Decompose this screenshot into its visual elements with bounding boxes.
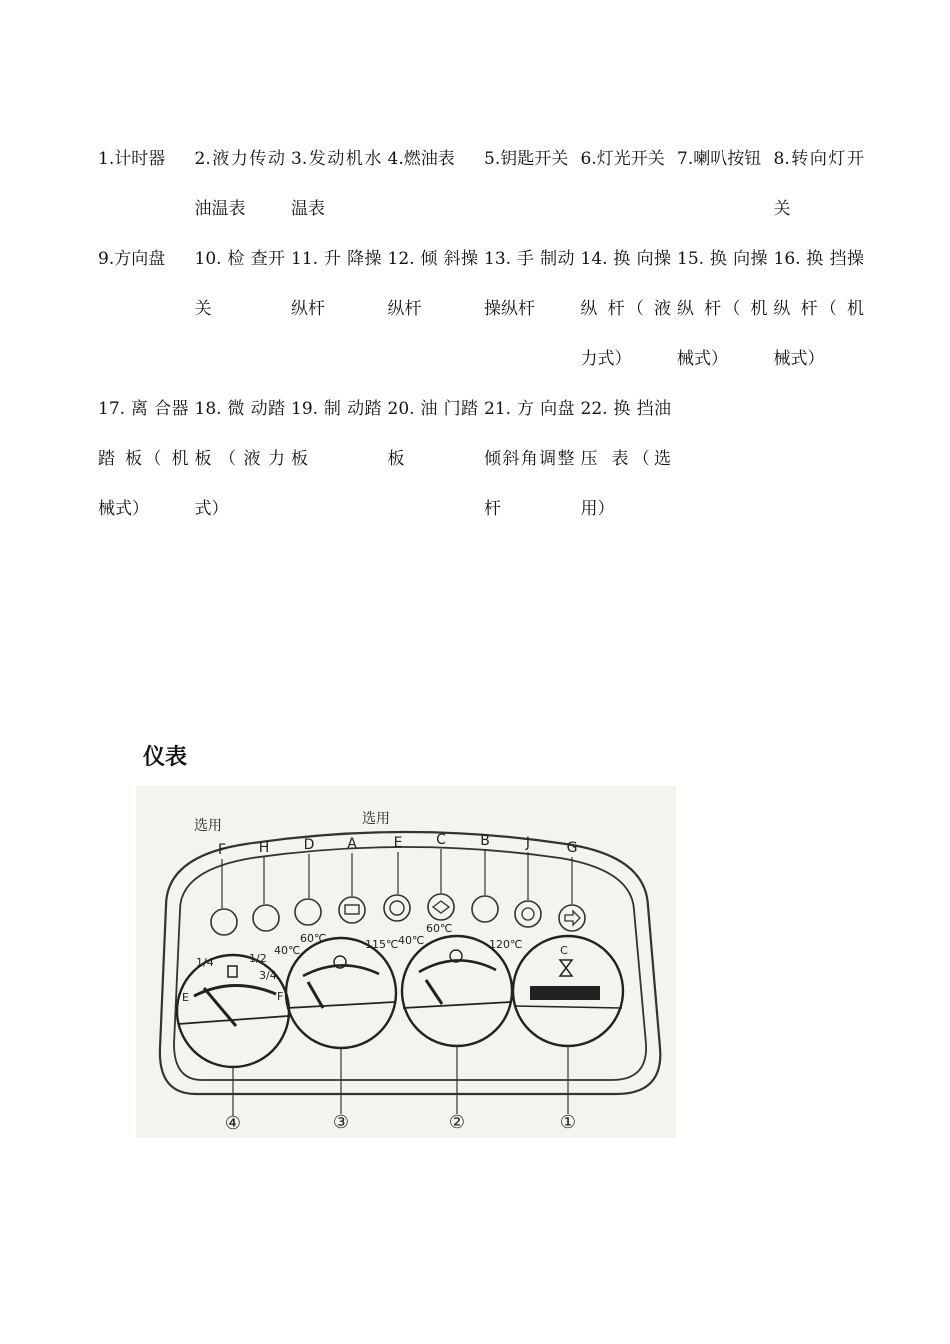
fuel-pump-icon bbox=[228, 966, 237, 977]
oil-temp-label: 120℃ bbox=[489, 938, 523, 951]
legend-item: 16. 换 挡操 纵 杆（ 机 械式） bbox=[773, 249, 864, 369]
fuel-gauge bbox=[177, 952, 289, 1134]
callout-number: ③ bbox=[332, 1112, 350, 1133]
indicator-letter: B bbox=[480, 833, 490, 849]
legend-item: 14. 换 向操 纵 杆（ 液 力式） bbox=[580, 249, 671, 369]
indicator-letter: G bbox=[566, 840, 578, 856]
oil-temperature-gauge bbox=[398, 922, 522, 1133]
legend-item: 3.发动机水温表 bbox=[291, 149, 382, 219]
oil-can-indicator-icon bbox=[472, 896, 498, 922]
filter-indicator-icon bbox=[515, 901, 541, 927]
indicator-letter: F bbox=[217, 842, 227, 858]
oil-temp-label: 60℃ bbox=[426, 922, 453, 935]
battery-indicator-icon bbox=[339, 897, 365, 923]
callout-number: ① bbox=[559, 1112, 577, 1133]
preheat-indicator-icon bbox=[295, 899, 321, 925]
legend-item: 15. 换 向操 纵 杆（ 机 械式） bbox=[677, 249, 768, 369]
optional-label-left: 选用 bbox=[194, 818, 222, 834]
oil-temp-label: 40℃ bbox=[398, 934, 425, 947]
legend-item: 8.转向灯开关 bbox=[773, 149, 864, 219]
water-temp-label: 115℃ bbox=[365, 938, 399, 951]
legend-item: 12. 倾 斜操纵杆 bbox=[387, 249, 478, 319]
legend-item: 18. 微 动踏板（液力式） bbox=[194, 399, 285, 519]
indicator-row bbox=[211, 832, 585, 935]
water-temperature-gauge bbox=[274, 932, 398, 1133]
legend-item: 11. 升 降操纵杆 bbox=[291, 249, 382, 319]
legend-item: 5.钥匙开关 bbox=[484, 149, 569, 169]
callout-number: ② bbox=[448, 1112, 466, 1133]
indicator-lamp-icon bbox=[211, 909, 237, 935]
legend-item: 22. 换 挡油 压 表（选用） bbox=[580, 399, 671, 519]
hour-meter-label: C bbox=[560, 944, 568, 957]
indicator-letter: D bbox=[303, 837, 315, 853]
indicator-lamp-icon bbox=[253, 905, 279, 931]
legend-item: 19. 制 动踏板 bbox=[291, 399, 382, 469]
fuel-gauge-label: 1/2 bbox=[249, 952, 267, 965]
indicator-letter: C bbox=[436, 832, 446, 848]
component-legend bbox=[98, 134, 868, 534]
legend-item: 10. 检 查开关 bbox=[194, 249, 285, 319]
optional-label-top: 选用 bbox=[362, 811, 390, 827]
water-temp-label: 60℃ bbox=[300, 932, 327, 945]
fuel-gauge-label: 3/4 bbox=[259, 969, 277, 982]
instrument-panel-figure bbox=[136, 786, 676, 1138]
hourglass-icon bbox=[560, 960, 572, 976]
legend-item: 7.喇叭按钮 bbox=[677, 149, 762, 169]
fuel-gauge-label: E bbox=[182, 991, 189, 1004]
legend-item: 9.方向盘 bbox=[98, 249, 166, 269]
indicator-letter: J bbox=[525, 835, 531, 851]
fuel-gauge-label: F bbox=[277, 990, 284, 1003]
indicator-letter: A bbox=[347, 836, 357, 852]
legend-item: 21. 方 向盘倾斜角调整杆 bbox=[484, 399, 575, 519]
brake-indicator-icon bbox=[384, 895, 410, 921]
section-title: 仪表 bbox=[143, 745, 188, 770]
hour-counter-display bbox=[530, 986, 600, 1000]
instrument-panel-diagram bbox=[136, 786, 676, 1138]
turn-signal-indicator-icon bbox=[559, 905, 585, 931]
indicator-letter: E bbox=[393, 835, 403, 851]
legend-item: 2.液力传动油温表 bbox=[194, 149, 285, 219]
oil-pressure-indicator-icon bbox=[428, 894, 454, 920]
legend-item: 20. 油 门踏板 bbox=[387, 399, 478, 469]
legend-item: 1.计时器 bbox=[98, 149, 166, 169]
fuel-gauge-label: 1/4 bbox=[196, 956, 214, 969]
water-temp-label: 40℃ bbox=[274, 944, 301, 957]
indicator-letter: H bbox=[258, 840, 270, 856]
callout-number: ④ bbox=[224, 1113, 242, 1134]
legend-item: 6.灯光开关 bbox=[580, 149, 665, 169]
legend-item: 13. 手 制动操纵杆 bbox=[484, 249, 575, 319]
legend-item: 17. 离 合器 踏 板（ 机 械式） bbox=[98, 399, 189, 519]
legend-item: 4.燃油表 bbox=[387, 149, 455, 169]
hour-meter bbox=[513, 936, 623, 1133]
